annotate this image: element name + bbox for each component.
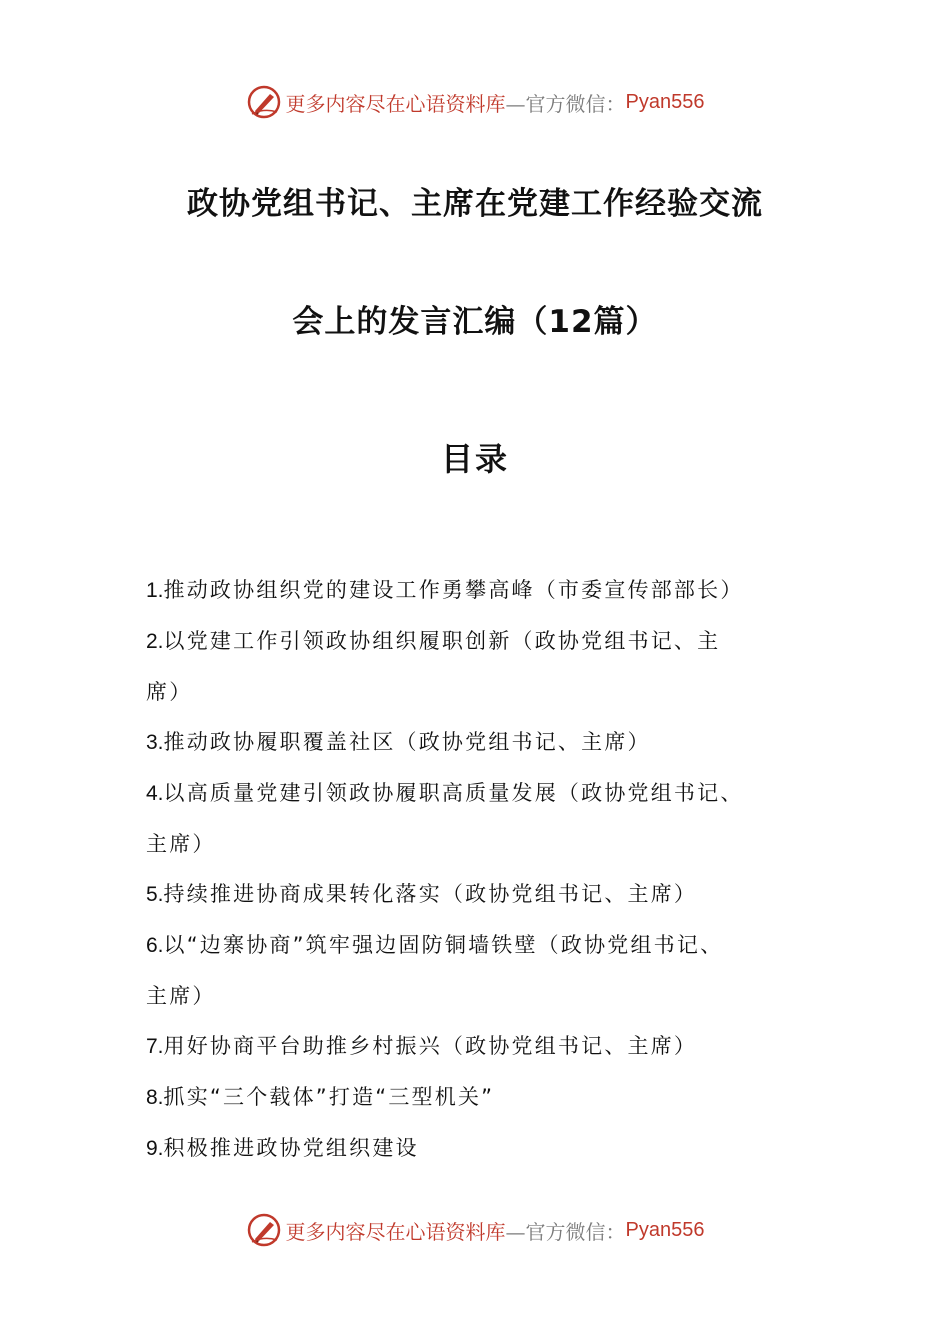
banner-separator-text: —官方微信： — [505, 1219, 626, 1244]
toc-item-6: 6.以“边寨协商”筑牢强边固防铜墙铁壁（政协党组书记、 主席） — [146, 933, 724, 1008]
footer-watermark-banner — [0, 1210, 950, 1250]
toc-item-5: 5.持续推进协商成果转化落实（政协党组书记、主席） — [146, 882, 698, 906]
toc-item-2: 2.以党建工作引领政协组织履职创新（政协党组书记、主 席） — [146, 629, 721, 704]
document-title-line-2: 会上的发言汇编（12篇） — [292, 304, 658, 340]
toc-item-3: 3.推动政协履职覆盖社区（政协党组书记、主席） — [146, 730, 651, 754]
banner-separator-text: —官方微信： — [505, 91, 626, 116]
toc-item-4: 4.以高质量党建引领政协履职高质量发展（政协党组书记、 主席） — [146, 781, 744, 856]
header-watermark-banner — [0, 82, 950, 122]
pen-logo-icon — [246, 1212, 282, 1248]
pen-logo-icon — [246, 84, 282, 120]
document-title-line-1: 政协党组书记、主席在党建工作经验交流 — [187, 186, 763, 222]
banner-wechat-id: Pyan556 — [625, 1218, 705, 1241]
toc-item-7: 7.用好协商平台助推乡村振兴（政协党组书记、主席） — [146, 1034, 698, 1058]
toc-item-1: 1.推动政协组织党的建设工作勇攀高峰（市委宣传部部长） — [146, 578, 744, 602]
banner-main-text: 更多内容尽在心语资料库 — [285, 1219, 506, 1244]
banner-wechat-id: Pyan556 — [625, 90, 705, 113]
toc-heading: 目录 — [440, 440, 509, 478]
toc-item-9: 9.积极推进政协党组织建设 — [146, 1136, 419, 1160]
toc-item-8: 8.抓实“三个载体”打造“三型机关” — [146, 1085, 495, 1109]
table-of-contents — [146, 565, 816, 1174]
banner-main-text: 更多内容尽在心语资料库 — [285, 91, 506, 116]
